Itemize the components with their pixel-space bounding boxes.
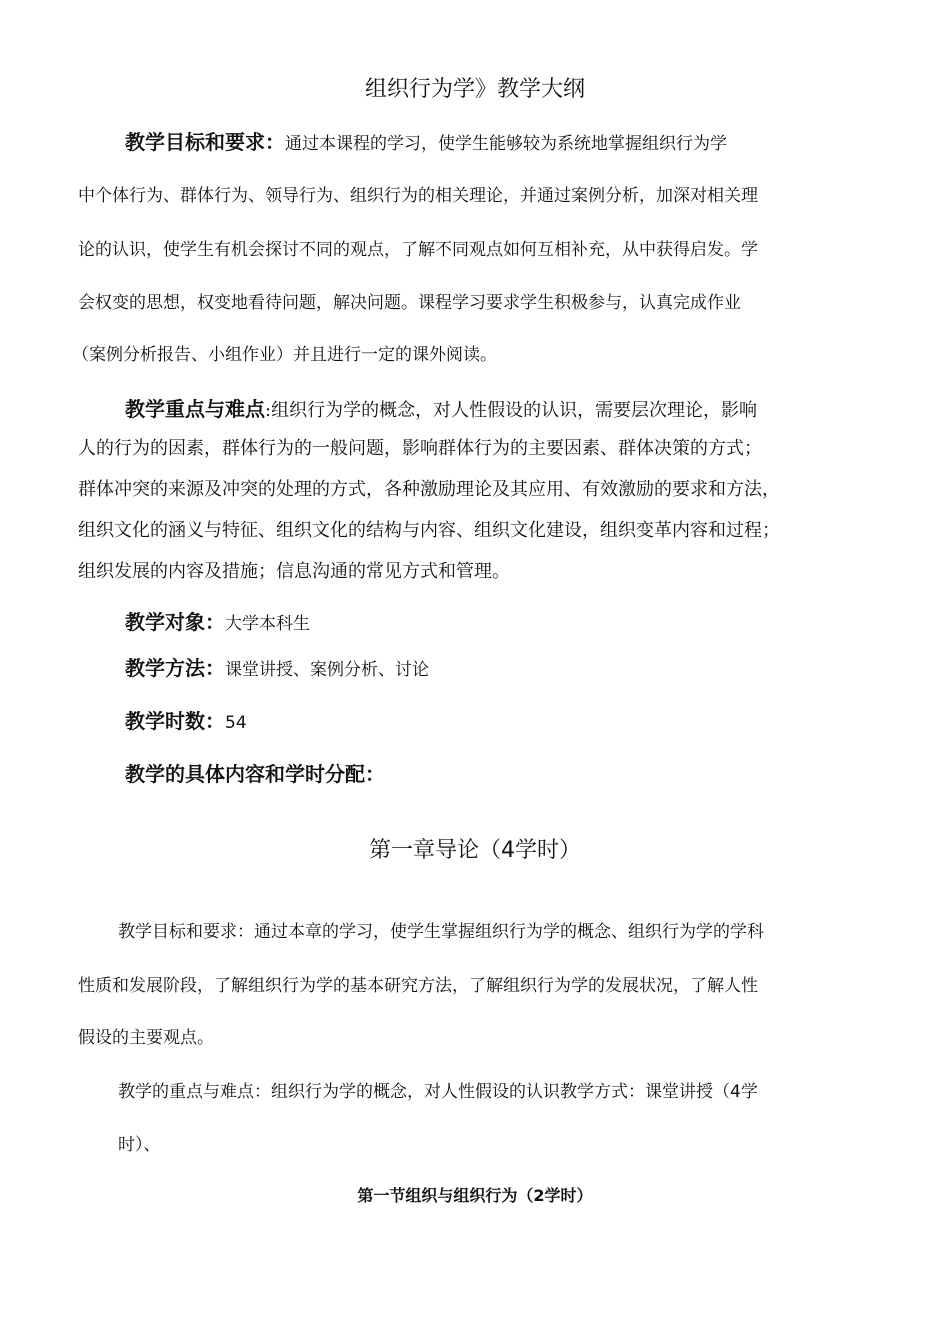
objectives-line: 论的认识，使学生有机会探讨不同的观点，了解不同观点如何互相补充，从中获得启发。学 [78,240,758,260]
chapter-objectives-line: 教学目标和要求：通过本章的学习，使学生掌握组织行为学的概念、组织行为学的学科 [118,922,764,942]
hours-label: 教学时数： [125,709,225,733]
objectives-paragraph-first-line [125,126,727,155]
chapter-heading: 第一章导论（4学时） [369,838,581,863]
keypoints-line: 群体冲突的来源及冲突的处理的方式，各种激励理论及其应用、有效激励的要求和方法， [78,479,780,500]
method-value: 课堂讲授、案例分析、讨论 [225,660,429,680]
keypoints-label: 教学重点与难点 [125,397,265,421]
keypoints-line: :组织行为学的概念，对人性假设的认识，需要层次理论，影响 [265,400,758,421]
audience-label: 教学对象： [125,610,225,634]
keypoints-paragraph-first-line [125,393,757,422]
document-title: 组织行为学》教学大纲 [364,77,585,102]
chapter-objectives-line: 假设的主要观点。 [78,1028,214,1048]
keypoints-line: 组织文化的涵义与特征、组织文化的结构与内容、组织文化建设，组织变革内容和过程； [78,520,780,541]
chapter-keypoints-line: 时）、 [118,1135,161,1155]
allocation-label: 教学的具体内容和学时分配： [125,762,385,786]
chapter-keypoints-line: 教学的重点与难点：组织行为学的概念，对人性假设的认识教学方式：课堂讲授（4学 [118,1082,758,1102]
objectives-line: 通过本课程的学习，使学生能够较为系统地掌握组织行为学 [285,134,727,154]
keypoints-line: 组织发展的内容及措施；信息沟通的常见方式和管理。 [78,561,510,582]
section-heading: 第一节组织与组织行为（2学时） [357,1186,593,1205]
objectives-line: 会权变的思想，权变地看待问题，解决问题。课程学习要求学生积极参与，认真完成作业 [78,293,741,313]
chapter-objectives-line: 性质和发展阶段，了解组织行为学的基本研究方法，了解组织行为学的发展状况，了解人性 [78,976,758,996]
audience-value: 大学本科生 [225,614,310,634]
audience-row [125,606,310,635]
keypoints-line: 人的行为的因素，群体行为的一般问题，影响群体行为的主要因素、群体决策的方式； [78,438,762,459]
method-row [125,652,429,681]
hours-value: 54 [225,713,247,733]
objectives-line: 中个体行为、群体行为、领导行为、组织行为的相关理论，并通过案例分析，加深对相关理 [78,186,758,206]
objectives-line: （案例分析报告、小组作业）并且进行一定的课外阅读。 [72,345,497,365]
hours-row [125,705,247,734]
objectives-label: 教学目标和要求： [125,130,285,154]
method-label: 教学方法： [125,656,225,680]
